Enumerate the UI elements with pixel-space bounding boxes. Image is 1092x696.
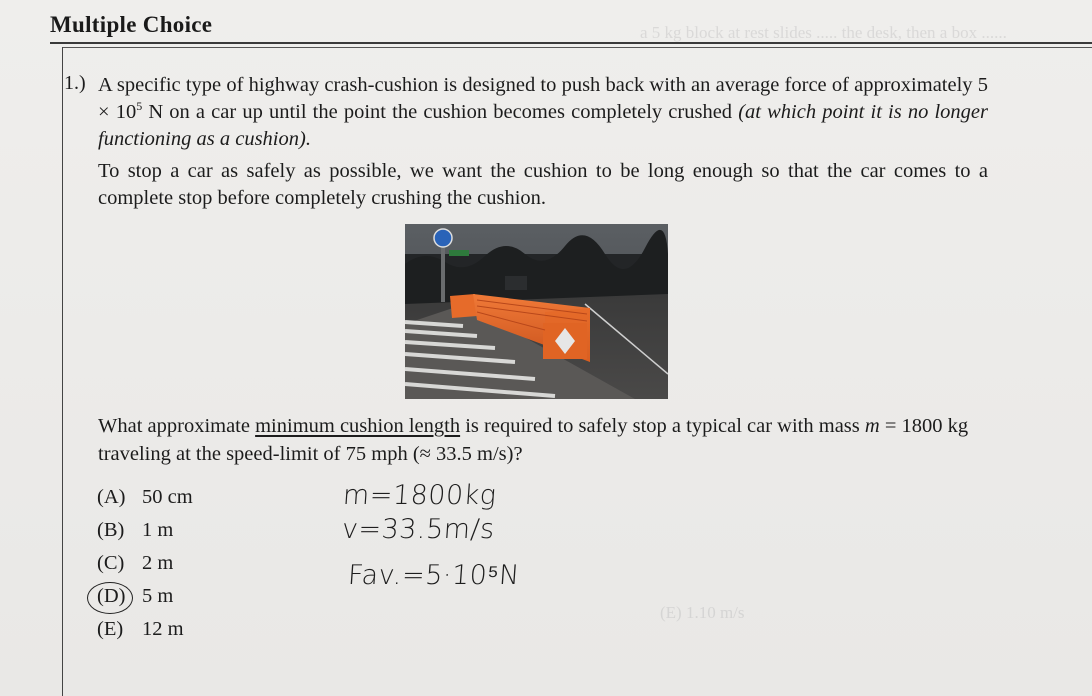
question-box-left xyxy=(62,47,63,696)
prompt-text-cont: is required to safely stop a typical car with mass xyxy=(460,415,865,437)
choice-label: (A) xyxy=(97,486,126,508)
prompt-text-end: = 1800 kg traveling at the speed-limit of 75 mph (≈ 33.5 m/s)? xyxy=(98,415,969,465)
choice-label: (D) xyxy=(97,585,126,607)
question-box-top xyxy=(62,47,1092,48)
question-prompt xyxy=(98,412,988,468)
paragraph-1-text: A specific type of highway crash-cushion is designed to push back with an average force of approximately 5 × 10 xyxy=(98,74,988,123)
handwritten-velocity: v=33.5m/s xyxy=(340,514,496,545)
question-paragraph-2: To stop a car as safely as possible, we want the cushion to be long enough so that the car comes to a complete stop before completely crushing the cushion. xyxy=(98,160,988,209)
question-number: 1.) xyxy=(64,72,86,94)
prompt-text: What approximate xyxy=(98,415,256,437)
exponent: 5 xyxy=(136,99,143,114)
question-paragraph-1 xyxy=(98,72,988,153)
selected-choice-circle xyxy=(87,582,133,614)
choice-b[interactable] xyxy=(97,514,357,547)
choice-c[interactable] xyxy=(97,547,357,580)
choice-e[interactable] xyxy=(97,613,357,646)
choice-label: (B) xyxy=(97,519,125,541)
prompt-variable-m: m xyxy=(864,415,880,437)
choice-text: 2 m xyxy=(142,552,174,574)
photo-svg xyxy=(405,224,668,399)
choice-label: (C) xyxy=(97,552,125,574)
choice-text: 5 m xyxy=(142,585,174,607)
section-title: Multiple Choice xyxy=(50,12,213,37)
choice-text: 50 cm xyxy=(142,486,193,508)
handwritten-force: Fav.=5·10⁵N xyxy=(346,560,521,591)
choice-text: 12 m xyxy=(142,618,184,640)
choice-label: (E) xyxy=(97,618,124,640)
choice-a[interactable] xyxy=(97,481,357,514)
section-rule xyxy=(50,42,1092,44)
paragraph-1-italic: (at which point it is no longer functioning as a cushion). xyxy=(98,101,988,150)
crash-cushion-photo xyxy=(405,224,668,399)
answer-choices xyxy=(97,481,357,646)
choice-d[interactable] xyxy=(97,580,357,613)
paragraph-1-text-cont: N on a car up until the point the cushion becomes completely crushed xyxy=(142,101,739,123)
prompt-underlined-text: minimum cushion length xyxy=(255,415,461,437)
handwritten-mass: m=1800kg xyxy=(341,480,498,511)
choice-text: 1 m xyxy=(142,519,174,541)
